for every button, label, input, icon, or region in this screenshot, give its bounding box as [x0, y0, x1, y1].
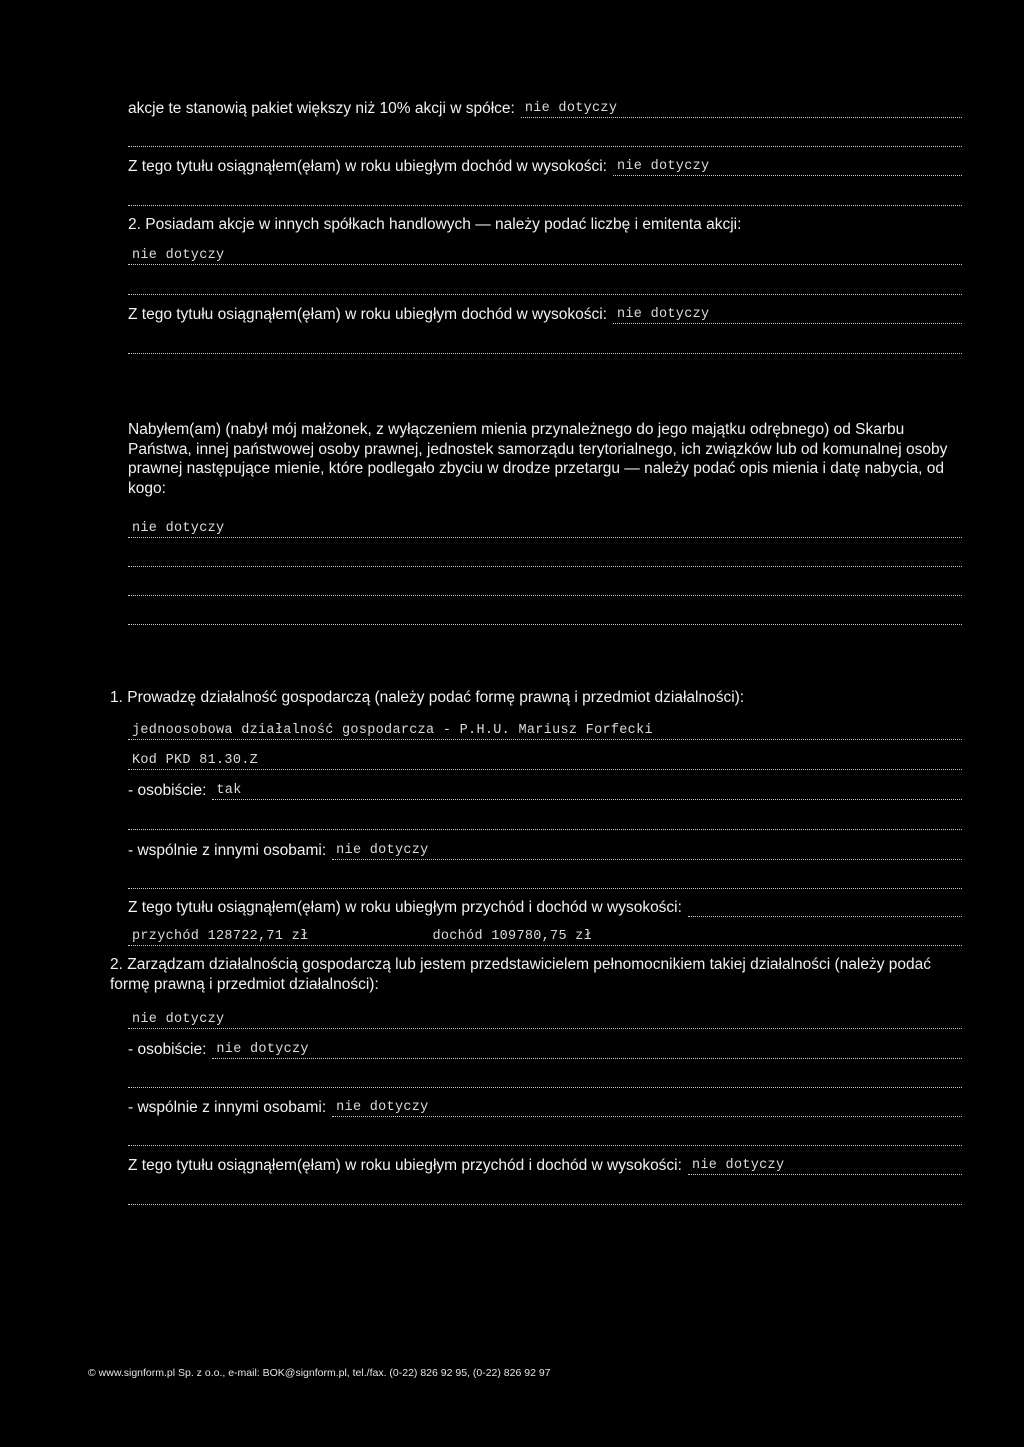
business-line1-row [128, 720, 962, 740]
dotted-line [128, 1145, 962, 1146]
acquisition-value: nie dotyczy [132, 521, 225, 536]
dotted-line [128, 566, 962, 567]
shares-over-10-value: nie dotyczy [524, 101, 618, 116]
other-shares-heading: 2. Posiadam akcje w innych spółkach handlowych — należy podać liczbę i emitenta akcji: [128, 216, 742, 233]
business-personally-label: - osobiście: [128, 782, 207, 799]
shares-over-10-field[interactable] [521, 98, 962, 118]
dotted-line [128, 888, 962, 889]
other-shares-row [128, 245, 962, 265]
business-income-field[interactable] [688, 897, 962, 917]
management-income-field[interactable] [688, 1155, 962, 1175]
dotted-line [128, 624, 962, 625]
business-jointly-field[interactable] [332, 840, 962, 860]
business-income-values-field[interactable] [128, 926, 962, 946]
management-income-label: Z tego tytułu osiągnąłem(ęłam) w roku ubiegłym przychód i dochód w wysokości: [128, 1157, 682, 1174]
business-income-values-row [128, 926, 962, 946]
business-line2-row [128, 750, 962, 770]
other-shares-field[interactable] [128, 245, 962, 265]
business-jointly-value: nie dotyczy [336, 843, 429, 858]
management-income-row [128, 1155, 962, 1175]
business-revenue-value: przychód 128722,71 zł [132, 929, 309, 944]
management-jointly-value: nie dotyczy [336, 1100, 429, 1115]
dotted-line [128, 353, 962, 354]
acquisition-row [128, 518, 962, 538]
dotted-line [128, 294, 962, 295]
business-personally-value: tak [216, 783, 242, 798]
other-shares-heading-row [128, 216, 962, 234]
shares-income-field[interactable] [613, 156, 962, 176]
management-personally-row [128, 1039, 962, 1059]
other-shares-income-label: Z tego tytułu osiągnąłem(ęłam) w roku ubiegłym dochód w wysokości: [128, 306, 607, 323]
business-heading-row [110, 689, 962, 707]
business-personally-field[interactable] [212, 780, 962, 800]
management-personally-value: nie dotyczy [216, 1042, 309, 1057]
shares-over-10-label: akcje te stanowią pakiet większy niż 10% akcji w spółce: [128, 100, 515, 117]
business-jointly-row [128, 840, 962, 860]
footer-text: © www.signform.pl Sp. z o.o., e-mail: BOK@signform.pl, tel./fax. (0-22) 826 92 95, (0-22) 826 92 97 [88, 1367, 551, 1379]
shares-income-label: Z tego tytułu osiągnąłem(ęłam) w roku ubiegłym dochód w wysokości: [128, 158, 607, 175]
dotted-line [128, 829, 962, 830]
business-profit-value: dochód 109780,75 zł [432, 929, 593, 944]
acquisition-field[interactable] [128, 518, 962, 538]
management-jointly-row [128, 1097, 962, 1117]
management-income-value: nie dotyczy [691, 1158, 785, 1173]
business-line2-field[interactable] [128, 750, 962, 770]
business-line1-field[interactable] [128, 720, 962, 740]
dotted-line [128, 595, 962, 596]
other-shares-income-value: nie dotyczy [617, 307, 710, 322]
business-personally-row [128, 780, 962, 800]
other-shares-income-row [128, 304, 962, 324]
business-line1-value: jednoosobowa działalność gospodarcza - P.H.U. Mariusz Forfecki [132, 723, 653, 738]
management-jointly-label: - wspólnie z innymi osobami: [128, 1099, 327, 1116]
management-personally-field[interactable] [212, 1039, 962, 1059]
management-value: nie dotyczy [132, 1012, 225, 1027]
management-jointly-field[interactable] [332, 1097, 962, 1117]
other-shares-income-field[interactable] [613, 304, 962, 324]
management-heading: 2. Zarządzam działalnością gospodarczą lub jestem przedstawicielem pełnomocnikiem takiej działalności (należy podać formę prawną i przedmiot działalności): [110, 956, 932, 993]
dotted-line [128, 1087, 962, 1088]
business-line2-value: Kod PKD 81.30.Z [132, 753, 259, 768]
other-shares-value: nie dotyczy [132, 248, 225, 263]
shares-income-value: nie dotyczy [617, 159, 710, 174]
management-personally-label: - osobiście: [128, 1041, 207, 1058]
dotted-line [128, 1204, 962, 1205]
business-income-label: Z tego tytułu osiągnąłem(ęłam) w roku ubiegłym przychód i dochód w wysokości: [128, 899, 682, 916]
management-field[interactable] [128, 1009, 962, 1029]
shares-over-10-row [128, 98, 962, 118]
business-jointly-label: - wspólnie z innymi osobami: [128, 842, 327, 859]
dotted-line [128, 205, 962, 206]
dotted-line [128, 146, 962, 147]
business-heading: 1. Prowadzę działalność gospodarczą (należy podać formę prawną i przedmiot działalności): [110, 689, 745, 706]
management-row [128, 1009, 962, 1029]
business-income-row [128, 897, 962, 917]
shares-income-row [128, 156, 962, 176]
acquisition-paragraph: Nabyłem(am) (nabył mój małżonek, z wyłączeniem mienia przynależnego do jego majątku odrębnego) od Skarbu Państwa, innej państwowej osoby prawnej, jednostek samorządu terytorialnego, ich związków lub od komunalnej osoby prawnej następujące mienie, które podlegało zbyciu w drodze przetargu — należy podać opis mienia i datę nabycia, od kogo: [128, 421, 948, 497]
